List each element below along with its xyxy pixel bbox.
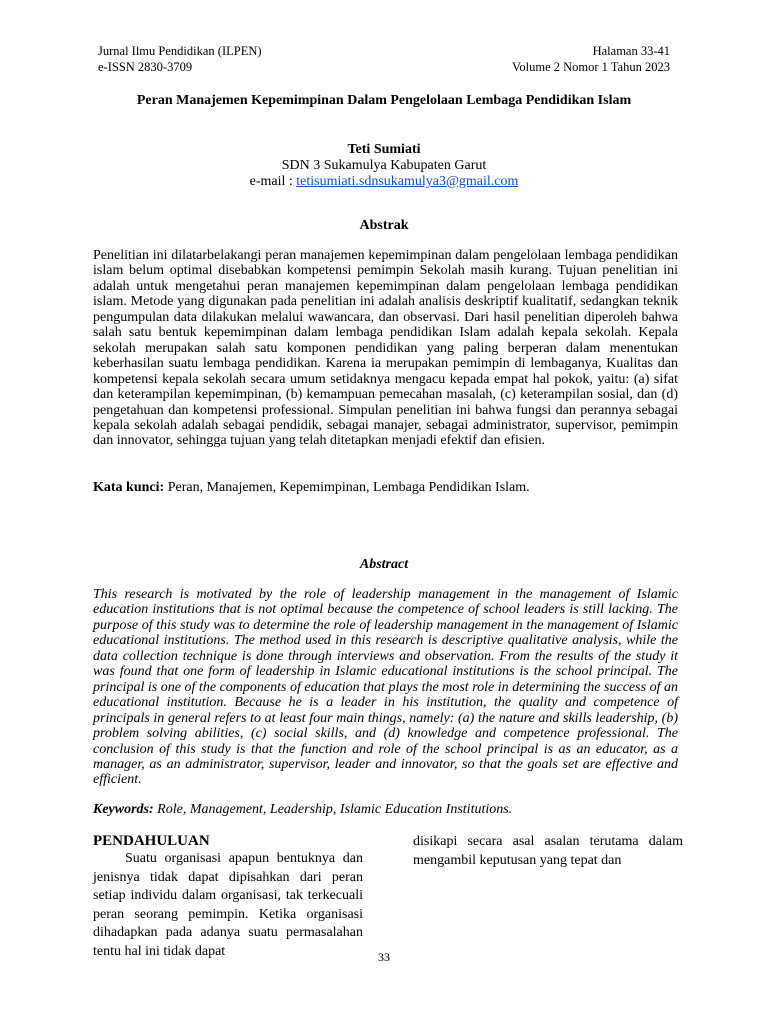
intro-left-column xyxy=(93,832,363,962)
page-range: Halaman 33-41 xyxy=(592,44,670,58)
email-label: e-mail : xyxy=(249,174,297,189)
paper-title: Peran Manajemen Kepemimpinan Dalam Pengelolaan Lembaga Pendidikan Islam xyxy=(136,93,632,108)
volume-info: Volume 2 Nomor 1 Tahun 2023 xyxy=(511,60,670,74)
intro-paragraph-left: Suatu organisasi apapun bentuknya dan jenisnya tidak dapat dipisahkan dari peran setiap individu dalam organisasi, tak terkecuali peran seorang pemimpin. Ketika organisasi dihadapkan pada adanya suatu permasalahan tentu hal ini tidak dapat xyxy=(93,851,363,959)
journal-header-right xyxy=(512,43,670,75)
kata-kunci xyxy=(93,480,538,496)
abstrak-heading: Abstrak xyxy=(359,218,409,233)
author-name: Teti Sumiati xyxy=(347,142,421,157)
intro-paragraph-right: disikapi secara asal asalan terutama dalam mengambil keputusan yang tepat dan xyxy=(413,834,683,868)
page-number: 33 xyxy=(378,950,390,964)
kata-kunci-text: Peran, Manajemen, Kepemimpinan, Lembaga Pendidikan Islam. xyxy=(167,480,530,495)
journal-issn: e-ISSN 2830-3709 xyxy=(98,60,193,74)
abstrak-body: Penelitian ini dilatarbelakangi peran manajemen kepemimpinan dalam pengelolaan lembaga pendidikan islam belum optimal disebabkan kompetensi pemimpin Sekolah masih kurang. Tujuan penelitian ini adalah untuk mengetahui peran manajemen kepemimpinan dalam pengelolaan lembaga pendidikan islam. Metode yang digunakan pada penelitian ini adalah analisis deskriptif kualitatif, sedangkan teknik pengumpulan data dilakukan melalui wawancara, dan observasi. Dari hasil penelitian diperoleh bahwa salah satu bentuk kepemimpinan dalam lembaga pendidikan Islam adalah kepala sekolah. Kepala sekolah merupakan salah satu komponen pendidikan yang paling berperan dalam menentukan keberhasilan suatu lembaga pendidikan. Karena ia merupakan pemimpin di lembaganya, Kualitas dan kompetensi kepala sekolah secara umum setidaknya mengacu kepada empat hal pokok, yaitu: (a) sifat dan keterampilan kepemimpinan, (b) kemampuan pemecahan masalah, (c) keterampilan sosial, dan (d) pengetahuan dan kompetensi professional. Simpulan penelitian ini bahwa fungsi dan perannya sebagai kepala sekolah adalah sebagai pendidik, sebagai manajer, sebagai administrator, supervisor, pemimpin dan innovator, sehingga tujuan yang telah ditetapkan menjadi efektif dan efisien. xyxy=(93,248,678,449)
section-heading-pendahuluan: PENDAHULUAN xyxy=(93,833,210,849)
kata-kunci-label: Kata kunci: xyxy=(93,480,165,495)
journal-name: Jurnal Ilmu Pendidikan (ILPEN) xyxy=(98,44,262,58)
journal-header-left xyxy=(98,43,262,75)
abstract-body: This research is motivated by the role of leadership management in the management of Islamic education institutions that is not optimal because the competence of school leaders is still lacking. The purpose of this study was to determine the role of leadership management in the management of Islamic educational institutions. The method used in this research is descriptive qualitative analysis, while the data collection technique is done through interviews and observation. From the results of the study it was found that one form of leadership in Islamic educational institutions is the school principal. The principal is one of the components of education that plays the most role in determining the success of an educational institution. Because he is a leader in his institution, the quality and competence of principals in general refers to at least four main things, namely: (a) the nature and skills leadership, (b) problem solving abilities, (c) social skills, and (d) knowledge and competence professional. The conclusion of this study is that the function and role of the school principal is as an educator, as a manager, as an administrator, supervisor, leader and innovator, so that the goals set are effective and efficient. xyxy=(93,587,678,788)
email-link[interactable]: tetisumiati.sdnsukamulya3@gmail.com xyxy=(296,174,519,189)
keywords-text: Role, Management, Leadership, Islamic Education Institutions. xyxy=(157,802,513,817)
abstract-heading: Abstract xyxy=(359,557,409,572)
keywords-label: Keywords: xyxy=(93,802,154,817)
author-affiliation: SDN 3 Sukamulya Kabupaten Garut xyxy=(281,158,487,173)
author-block xyxy=(120,142,648,190)
keywords xyxy=(93,802,520,818)
author-email-line xyxy=(120,174,648,190)
